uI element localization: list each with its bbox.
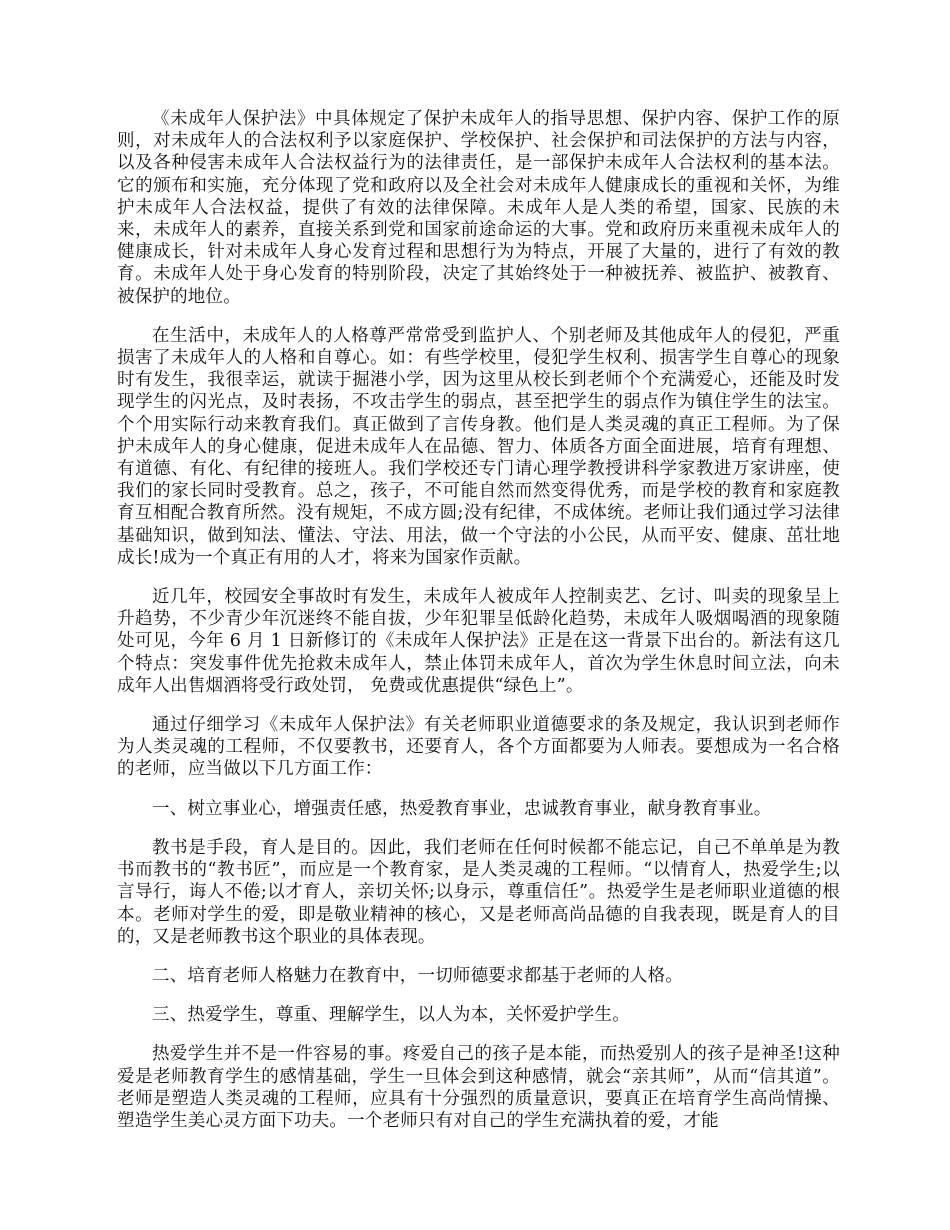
paragraph-teaching-purpose: 教书是手段，育人是目的。因此，我们老师在任何时候都不能忘记，自己不单单是为教书而教书的“教书匠”，而应是一个教育家，是人类灵魂的工程师。“以情育人，热爱学生;以言导行，诲人不倦;以才育人，亲切关怀;以身示，尊重信任”。热爱学生是老师职业道德的根本。老师对学生的爱，即是敬业精神的核心，又是老师高尚品德的自我表现，既是育人的目的，又是老师教书这个职业的具体表现。 — [117, 837, 840, 947]
paragraph-love-students: 热爱学生并不是一件容易的事。疼爱自己的孩子是本能，而热爱别人的孩子是神圣!这种爱是老师教育学生的感情基础，学生一旦体会到这种感情，就会“亲其师”，从而“信其道”。老师是塑造人类灵魂的工程师，应具有十分强烈的质量意识，要真正在培育学生高尚情操、塑造学生美心灵方面下功夫。一个老师只有对自己的学生充满执着的爱，才能 — [117, 1044, 840, 1131]
paragraph-point-three: 三、热爱学生，尊重、理解学生，以人为本，关怀爱护学生。 — [152, 1005, 630, 1026]
paragraph-intro: 《未成年人保护法》中具体规定了保护未成年人的指导思想、保护内容、保护工作的原则，对未成年人的合法权利予以家庭保护、学校保护、社会保护和司法保护的方法与内容，以及各种侵害未成年人合法权益行为的法律责任，是一部保护未成年人合法权利的基本法。它的颁布和实施，充分体现了党和政府以及全社会对未成年人健康成长的重视和关怀，为维护未成年人合法权益，提供了有效的法律保障。未成年人是人类的希望，国家、民族的未来，未成年人的素养，直接关系到党和国家前途命运的大事。党和政府历来重视未成年人的健康成长，针对未成年人身心发育过程和思想行为为特点，开展了大量的，进行了有效的教育。未成年人处于身心发育的特别阶段，决定了其始终处于一种被抚养、被监护、被教育、被保护的地位。 — [117, 109, 840, 307]
paragraph-point-two: 二、培育老师人格魅力在教育中，一切师德要求都基于老师的人格。 — [152, 965, 683, 986]
paragraph-point-one: 一、树立事业心，增强责任感，热爱教育事业，忠诚教育事业，献身教育事业。 — [152, 798, 772, 819]
paragraph-campus-safety: 近几年，校园安全事故时有发生，未成年人被成年人控制卖艺、乞讨、叫卖的现象呈上升趋势，不少青少年沉迷终不能自拔，少年犯罪呈低龄化趋势，未成年人吸烟喝酒的现象随处可见，今年 6 月 1 日新修订的《未成年人保护法》正是在这一背景下出台的。新法有这几个特点：突发事件优先抢救未成年人，禁止体罚未成年人，首次为学生休息时间立法，向未成年人出售烟酒将受行政处罚， 免费或优惠提供“绿色上”。 — [117, 587, 840, 696]
document-body — [117, 108, 840, 1149]
paragraph-daily-life: 在生活中，未成年人的人格尊严常常受到监护人、个别老师及其他成年人的侵犯，严重损害了未成年人的人格和自尊心。如：有些学校里，侵犯学生权利、损害学生自尊心的现象时有发生，我很幸运，就读于掘港小学，因为这里从校长到老师个个充满爱心，还能及时发现学生的闪光点，及时表扬，不攻击学生的弱点，甚至把学生的弱点作为镇住学生的法宝。个个用实际行动来教育我们。真正做到了言传身教。他们是人类灵魂的真正工程师。为了保护未成年人的身心健康，促进未成年人在品德、智力、体质各方面全面进展，培育有理想、有道德、有化、有纪律的接班人。我们学校还专门请心理学教授讲科学家教进万家讲座，使我们的家长同时受教育。总之，孩子，不可能自然而然变得优秀，而是学校的教育和家庭教育互相配合教育所然。没有规矩，不成方圆;没有纪律，不成体统。老师让我们通过学习法律基础知识，做到知法、懂法、守法、用法，做一个守法的小公民，从而平安、健康、茁壮地成长!成为一个真正有用的人才，将来为国家作贡献。 — [117, 325, 840, 568]
paragraph-teacher-ethics: 通过仔细学习《未成年人保护法》有关老师职业道德要求的条及规定，我认识到老师作为人类灵魂的工程师，不仅要教书，还要育人，各个方面都要为人师表。要想成为一名合格的老师，应当做以下几方面工作： — [117, 715, 840, 780]
